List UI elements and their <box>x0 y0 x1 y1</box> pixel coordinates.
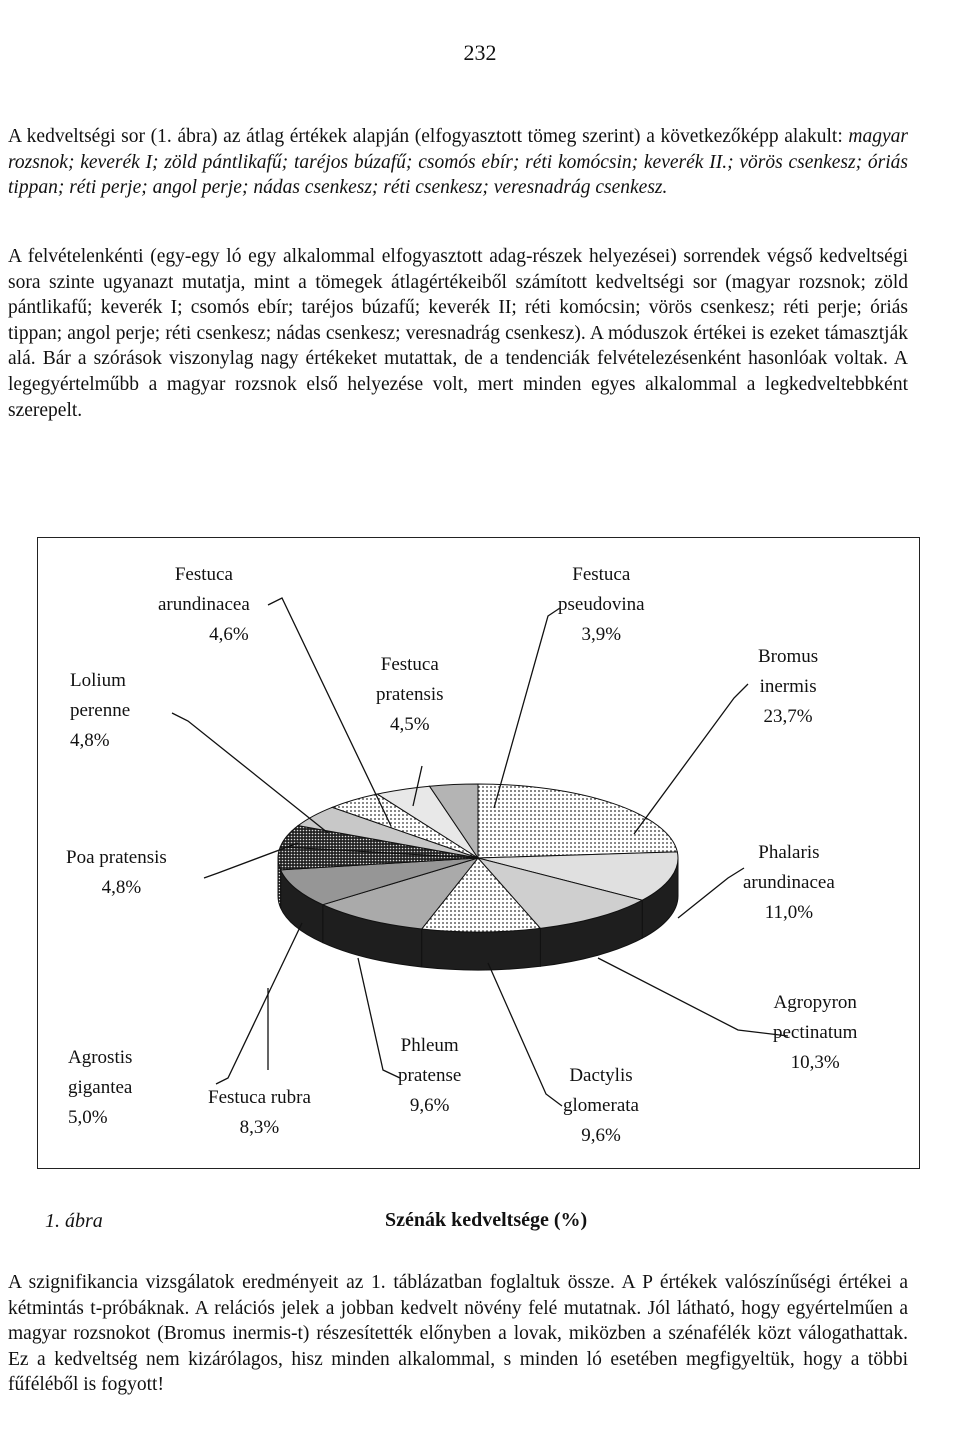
label-festuca-pratensis-value: 4,5% <box>389 714 430 735</box>
label-festuca-pratensis-line1: Festuca <box>380 654 439 675</box>
label-phleum-pratense-line2: pratense <box>398 1065 462 1086</box>
label-festuca-pseudovina-line2: pseudovina <box>558 594 645 615</box>
label-festuca-pseudovina-value: 3,9% <box>581 624 622 645</box>
label-festuca-pseudovina-line1: Festuca <box>572 564 631 585</box>
label-phalaris-arundinacea-line1: Phalaris <box>758 842 820 863</box>
leader-festuca-pseudovina <box>494 608 560 808</box>
label-dactylis-glomerata-line2: glomerata <box>563 1095 639 1116</box>
label-dactylis-glomerata-line1: Dactylis <box>569 1065 633 1086</box>
label-agrostis-gigantea-value: 5,0% <box>68 1107 108 1128</box>
leader-lolium-perenne <box>172 713 328 833</box>
label-festuca-arundinacea-line1: Festuca <box>174 564 233 585</box>
label-lolium-perenne <box>70 666 130 756</box>
paragraph-intro: A kedveltségi sor (1. ábra) az átlag értékek alapján (elfogyasztott tömeg szerint) a következőképp alakult: <box>8 126 849 147</box>
label-agrostis-gigantea-line1: Agrostis <box>68 1047 133 1068</box>
label-bromus-inermis <box>758 642 818 732</box>
leader-agropyron-pectinatum <box>598 958 788 1036</box>
label-phalaris-arundinacea-line2: arundinacea <box>743 872 835 893</box>
label-festuca-arundinacea-line2: arundinacea <box>158 594 250 615</box>
label-festuca-arundinacea <box>158 560 250 650</box>
figure-title: Szénák kedveltsége (%) <box>385 1209 588 1231</box>
label-festuca-arundinacea-value: 4,6% <box>209 624 249 645</box>
label-festuca-pratensis <box>376 650 444 740</box>
label-bromus-inermis-value: 23,7% <box>763 706 813 727</box>
label-phleum-pratense-line1: Phleum <box>400 1035 459 1056</box>
label-agropyron-pectinatum <box>773 988 857 1078</box>
label-poa-pratensis <box>66 843 167 903</box>
label-festuca-rubra <box>208 1083 311 1143</box>
ranking-list-italic: magyar rozsnok; keverék I; zöld pántlikafű; taréjos búzafű; csomós ebír; réti komócsin; keverék II.; vörös csenkesz; óriás tippan; réti perje; angol perje; nádas csenkesz; réti csenkesz; veresnadrág csenkesz. <box>8 126 908 199</box>
label-phleum-pratense-value: 9,6% <box>409 1095 450 1116</box>
label-festuca-rubra-line1: Festuca rubra <box>208 1087 311 1108</box>
paragraph-ranking-by-mass <box>8 124 908 201</box>
label-agropyron-pectinatum-line1: Agropyron <box>773 992 857 1013</box>
label-bromus-inermis-line2: inermis <box>759 676 817 697</box>
label-lolium-perenne-value: 4,8% <box>70 730 110 751</box>
label-dactylis-glomerata-value: 9,6% <box>581 1125 621 1146</box>
leader-agrostis-gigantea <box>216 923 302 1084</box>
leader-phalaris-arundinacea <box>678 868 744 918</box>
label-agropyron-pectinatum-value: 10,3% <box>790 1052 840 1073</box>
label-festuca-rubra-value: 8,3% <box>239 1117 280 1138</box>
leader-dactylis-glomerata <box>488 963 562 1106</box>
pie-tops <box>278 784 678 932</box>
leader-festuca-arundinacea <box>268 598 391 826</box>
paragraph-significance: A szignifikancia vizsgálatok eredményeit az 1. táblázatban foglaltuk össze. A P értékek valószínűségi értékei a kétmintás t-próbáknak. A relációs jelek a jobban kedvelt növény felé mutatnak. Jól látható, hogy egyértelműen a magyar rozsnokot (Bromus inermis-t) részesítették előnyben a lovak, miközben a szénafélék közt válogathattak. Ez a kedveltség nem kizárólagos, hisz minden alkalommal, s minden ló esetében megfigyeltük, hogy a többi fűféléből is fogyott! <box>8 1272 908 1396</box>
label-phalaris-arundinacea <box>743 838 835 928</box>
paragraph-ranking-by-sessions: A felvételenkénti (egy-egy ló egy alkalommal elfogyasztott adag-részek helyezései) sorrendek végső kedveltségi sora szinte ugyanazt mutatja, mint a tömegek átlagértékeiből számított kedveltségi sor (magyar rozsnok; zöld pántlikafű; keverék I; csomós ebír; taréjos búzafű; keverék II; réti komócsin; vörös csenkesz; réti perje; óriás tippan; angol perje; réti csenkesz; nádas csenkesz; veresnadrág csenkesz). A móduszok értékei is ezeket támasztják alá. Bár a szórások viszonylag nagy értékeket mutattak, de a tendenciák felvételezésenként hasonlóak voltak. A legegyértelműbb a magyar rozsnok első helyezése volt, mert minden egyes alkalommal a legkedveltebbként szerepelt. <box>8 246 908 421</box>
label-festuca-pseudovina <box>558 560 645 650</box>
figure-number: 1. ábra <box>45 1210 103 1232</box>
label-poa-pratensis-value: 4,8% <box>101 877 142 898</box>
leader-bromus-inermis <box>634 684 748 834</box>
page-number: 232 <box>463 40 497 65</box>
label-phleum-pratense <box>398 1031 461 1121</box>
label-lolium-perenne-line2: perenne <box>70 700 131 721</box>
pie-slice-side <box>422 928 541 970</box>
label-bromus-inermis-line1: Bromus <box>758 646 819 667</box>
label-dactylis-glomerata <box>563 1061 639 1151</box>
label-agropyron-pectinatum-line2: pectinatum <box>773 1022 858 1043</box>
label-agrostis-gigantea-line2: gigantea <box>68 1077 133 1098</box>
pie-slice-bromus-inermis <box>478 784 677 858</box>
leader-phleum-pratense <box>358 958 400 1078</box>
label-lolium-perenne-line1: Lolium <box>70 670 126 691</box>
label-agrostis-gigantea <box>68 1043 132 1133</box>
label-festuca-pratensis-line2: pratensis <box>376 684 444 705</box>
figure-box <box>37 537 920 1169</box>
label-phalaris-arundinacea-value: 11,0% <box>764 902 814 923</box>
label-poa-pratensis-line1: Poa pratensis <box>66 847 167 868</box>
